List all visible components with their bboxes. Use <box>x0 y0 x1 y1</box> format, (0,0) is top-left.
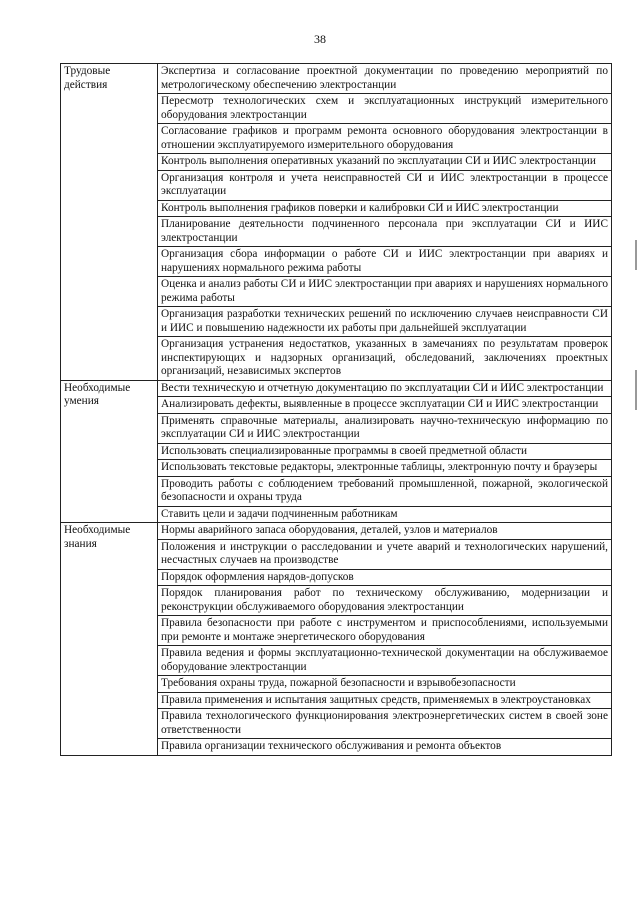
section-item: Контроль выполнения оперативных указаний по эксплуатации СИ и ИИС электростанции <box>158 154 612 171</box>
section-item: Правила организации технического обслуживания и ремонта объектов <box>158 739 612 756</box>
section-item: Нормы аварийного запаса оборудования, деталей, узлов и материалов <box>158 523 612 540</box>
scan-edge-mark <box>635 370 637 410</box>
section-item: Организация контроля и учета неисправностей СИ и ИИС электростанции в процессе эксплуатации <box>158 170 612 200</box>
section-label: Трудовые действия <box>61 64 158 381</box>
section-item: Использовать текстовые редакторы, электронные таблицы, электронную почту и браузеры <box>158 460 612 477</box>
scan-edge-mark <box>635 240 637 270</box>
section-item: Правила технологического функционирования электроэнергетических систем в своей зоне ответственности <box>158 709 612 739</box>
section-item: Согласование графиков и программ ремонта основного оборудования электростанции в отношении эксплуатируемого измерительного оборудования <box>158 124 612 154</box>
section-item: Правила безопасности при работе с инструментом и приспособлениями, используемыми при ремонте и монтаже энергетического оборудования <box>158 616 612 646</box>
page-number: 38 <box>314 32 326 46</box>
section-item: Требования охраны труда, пожарной безопасности и взрывобезопасности <box>158 676 612 693</box>
table-row <box>61 523 612 540</box>
qualification-table-body <box>61 64 612 756</box>
section-item: Планирование деятельности подчиненного персонала при эксплуатации СИ и ИИС электростанции <box>158 217 612 247</box>
section-item: Организация разработки технических решений по исключению случаев неисправности СИ и ИИС и повышению надежности их работы при дальнейшей эксплуатации <box>158 307 612 337</box>
qualification-table <box>60 63 612 756</box>
section-item: Экспертиза и согласование проектной документации по проведению мероприятий по метрологическому обеспечению электростанции <box>158 64 612 94</box>
section-label: Необходимые знания <box>61 523 158 756</box>
section-item: Контроль выполнения графиков поверки и калибровки СИ и ИИС электростанции <box>158 200 612 217</box>
section-label: Необходимые умения <box>61 380 158 523</box>
section-item: Проводить работы с соблюдением требований промышленной, пожарной, экологической безопасности и охраны труда <box>158 476 612 506</box>
section-item: Порядок оформления нарядов-допусков <box>158 569 612 586</box>
section-item: Ставить цели и задачи подчиненным работникам <box>158 506 612 523</box>
section-item: Порядок планирования работ по техническому обслуживанию, модернизации и реконструкции обслуживаемого оборудования электростанции <box>158 586 612 616</box>
section-item: Применять справочные материалы, анализировать научно-техническую информацию по эксплуатации СИ и ИИС электростанции <box>158 413 612 443</box>
section-item: Организация устранения недостатков, указанных в замечаниях по результатам проверок инспектирующих и надзорных организаций, обследований, заключениях проектных организаций, независимых экспертов <box>158 337 612 381</box>
section-item: Организация сбора информации о работе СИ и ИИС электростанции при авариях и нарушениях нормального режима работы <box>158 247 612 277</box>
table-row <box>61 380 612 397</box>
section-item: Использовать специализированные программы в своей предметной области <box>158 443 612 460</box>
section-item: Анализировать дефекты, выявленные в процессе эксплуатации СИ и ИИС электростанции <box>158 397 612 414</box>
section-item: Положения и инструкции о расследовании и учете аварий и технологических нарушений, несчастных случаев на производстве <box>158 539 612 569</box>
section-item: Правила применения и испытания защитных средств, применяемых в электроустановках <box>158 692 612 709</box>
section-item: Оценка и анализ работы СИ и ИИС электростанции при авариях и нарушениях нормального режима работы <box>158 277 612 307</box>
section-item: Пересмотр технологических схем и эксплуатационных инструкций измерительного оборудования электростанции <box>158 94 612 124</box>
section-item: Вести техническую и отчетную документацию по эксплуатации СИ и ИИС электростанции <box>158 380 612 397</box>
section-item: Правила ведения и формы эксплуатационно-технической документации на обслуживаемое оборудование электростанции <box>158 646 612 676</box>
table-row <box>61 64 612 94</box>
